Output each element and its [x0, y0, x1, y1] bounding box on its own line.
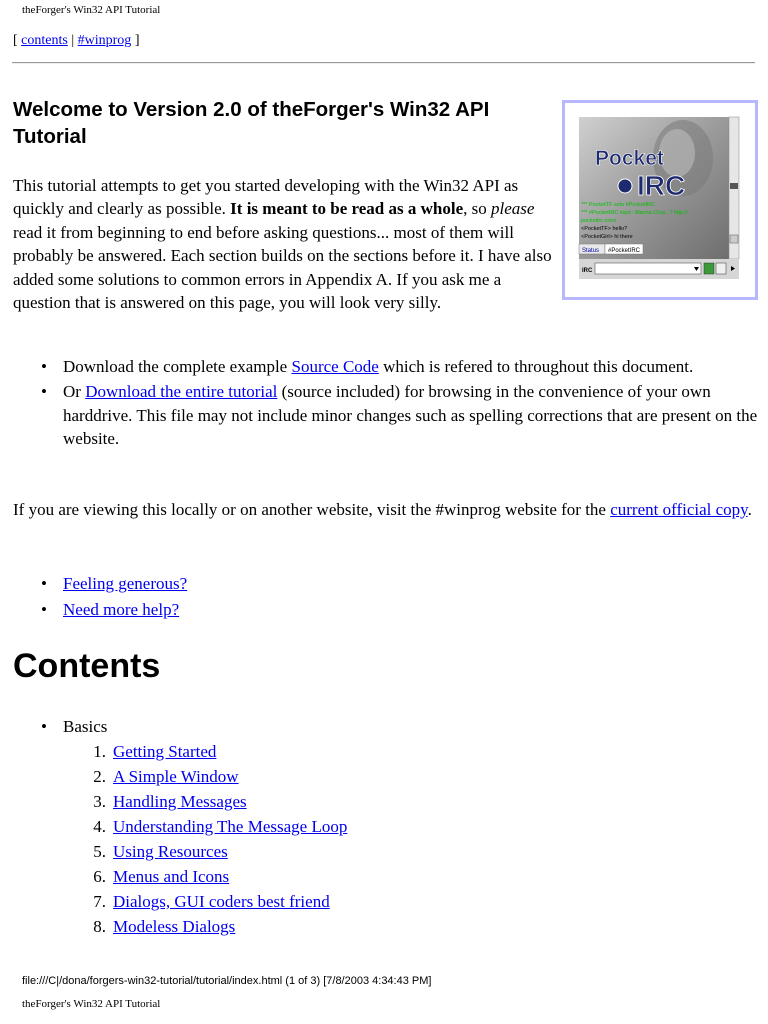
pocketirc-screenshot-image	[565, 103, 755, 297]
intro-emphasis: please	[491, 199, 535, 219]
chapter-link[interactable]: Modeless Dialogs	[113, 917, 236, 936]
visit-paragraph	[13, 497, 758, 522]
contents-heading: Contents	[13, 647, 161, 685]
irc-line-1: *** PocketTF sets #PocketIRC	[581, 202, 655, 208]
list-item	[13, 571, 758, 596]
list-item	[13, 714, 347, 939]
basics-list	[63, 739, 347, 939]
list-item	[63, 789, 347, 814]
download-tutorial-link[interactable]: Download the entire tutorial	[85, 381, 278, 401]
item-number: 6.	[93, 867, 106, 886]
intro-paragraph	[13, 174, 558, 314]
visit-text: If you are viewing this locally or on another website, visit the #winprog website for the	[13, 500, 611, 519]
extras-list	[13, 571, 758, 622]
chapter-link[interactable]: Menus and Icons	[113, 867, 230, 886]
item-number: 1.	[93, 742, 106, 761]
welcome-heading: Welcome to Version 2.0 of theForger's Win32 API Tutorial	[13, 98, 490, 148]
download-text-3: Or	[63, 381, 86, 401]
list-item	[63, 839, 347, 864]
nav-separator: |	[67, 33, 78, 48]
chapter-link[interactable]: Getting Started	[113, 742, 217, 761]
item-number: 8.	[93, 917, 106, 936]
intro-text-2: , so	[463, 199, 491, 219]
chapter-link[interactable]: Dialogs, GUI coders best friend	[113, 892, 330, 911]
source-code-link[interactable]: Source Code	[291, 357, 379, 376]
chapter-link[interactable]: A Simple Window	[113, 767, 239, 786]
top-nav	[13, 33, 139, 49]
list-item	[63, 889, 347, 914]
list-item	[63, 764, 347, 789]
download-text-2: which is refered to throughout this document.	[378, 357, 694, 376]
list-item	[63, 914, 347, 939]
item-number: 4.	[93, 817, 106, 836]
input-label: IRC	[582, 268, 593, 274]
list-item	[63, 864, 347, 889]
print-header-title: theForger's Win32 API Tutorial	[22, 4, 161, 16]
list-item	[63, 739, 347, 764]
nav-open-bracket: [	[13, 33, 22, 48]
list-item	[13, 380, 758, 451]
print-header-title-next-page: theForger's Win32 API Tutorial	[22, 998, 161, 1010]
official-copy-link[interactable]: current official copy	[610, 500, 748, 519]
item-number: 3.	[93, 792, 106, 811]
logo-text-irc: IRC	[637, 170, 686, 201]
pocketirc-screenshot	[562, 100, 758, 300]
visit-period: .	[747, 500, 752, 519]
download-text-4: (source included) for browsing in the convenience of your own harddrive. This file may not include minor changes such as spelling corrections that are present on the website.	[63, 381, 758, 449]
section-basics: Basics	[63, 717, 108, 736]
intro-text-3: read it from beginning to end before asking questions... most of them will probably be answered. Each section builds on the sections before it. I have also added some solutions to common errors in Appendix A. If you ask me a question that is answered on this page, you will look very silly.	[13, 222, 552, 313]
contents-link[interactable]: contents	[21, 33, 68, 48]
print-footer-path: file:///C|/dona/forgers-win32-tutorial/tutorial/index.html (1 of 3) [7/8/2003 4:34:43 PM]	[22, 975, 432, 987]
irc-line-5: <PocketGirl> hi there	[581, 234, 633, 240]
irc-line-4: <PocketTF> hello?	[581, 226, 628, 232]
chapter-link[interactable]: Handling Messages	[113, 792, 247, 811]
need-more-help-link[interactable]: Need more help?	[63, 600, 180, 619]
intro-bold: It is meant to be read as a whole	[230, 199, 464, 219]
tab-pocketirc: #PocketIRC	[608, 248, 641, 254]
winprog-link[interactable]: #winprog	[77, 33, 132, 48]
chapter-link[interactable]: Understanding The Message Loop	[113, 817, 348, 836]
chapter-link[interactable]: Using Resources	[113, 842, 228, 861]
nav-close-bracket: ]	[131, 33, 140, 48]
item-number: 5.	[93, 842, 106, 861]
download-list	[13, 355, 758, 451]
list-item	[13, 355, 758, 379]
intro-text-1: This tutorial attempts to get you started developing with the Win32 API as quickly and clearly as possible.	[13, 176, 519, 219]
horizontal-rule	[12, 62, 755, 64]
logo-text-pocket: Pocket	[595, 147, 664, 170]
item-number: 7.	[93, 892, 106, 911]
item-number: 2.	[93, 767, 106, 786]
irc-line-3: pocketirc.com/	[581, 218, 617, 224]
list-item	[63, 814, 347, 839]
list-item	[13, 597, 758, 622]
feeling-generous-link[interactable]: Feeling generous?	[63, 574, 188, 593]
contents-list	[13, 714, 347, 939]
download-text-1: Download the complete example	[63, 357, 292, 376]
irc-line-2: *** #PocketIRC topic: Wanna Chat...? http://	[581, 210, 688, 216]
tab-status: Status	[582, 248, 600, 254]
